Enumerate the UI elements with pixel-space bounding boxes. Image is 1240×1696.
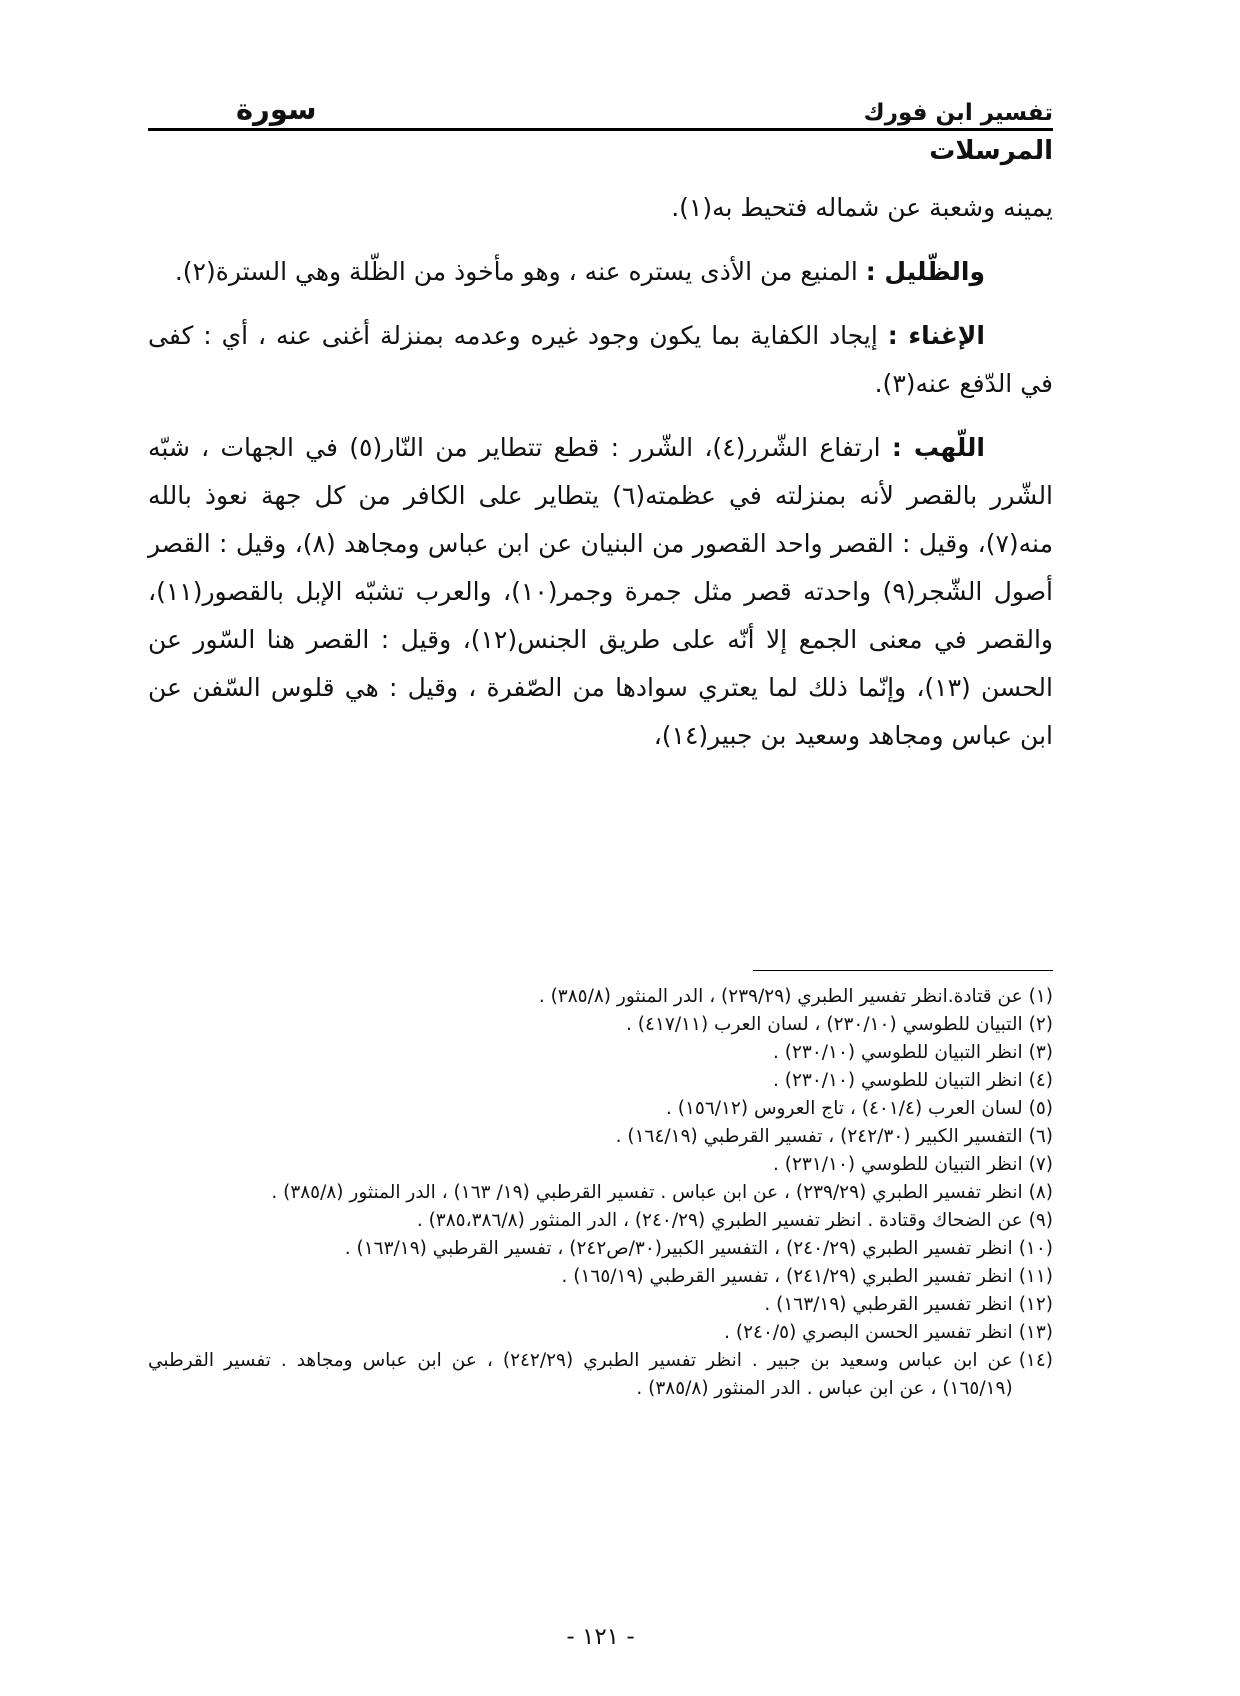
entry-term: والظّليل : bbox=[865, 257, 985, 286]
footnote bbox=[148, 1123, 1053, 1151]
entry-paragraph bbox=[148, 312, 1053, 408]
footnote-number: (٩) bbox=[1028, 1210, 1053, 1231]
page bbox=[148, 0, 1053, 1696]
footnote bbox=[148, 1291, 1053, 1319]
entry-text: ارتفاع الشّرر(٤)، الشّرر : قطع تتطاير من النّار(٥) في الجهات ، شبّه الشّرر بالقصر لأنه بمنزلته في عظمته(٦) يتطاير على الكافر من كل جهة نعوذ بالله منه(٧)، وقيل : القصر واحد القصور من البنيان عن ابن عباس ومجاهد (٨)، وقيل : القصر أصول الشّجر(٩) واحدته قصر مثل جمرة وجمر(١٠)، والعرب تشبّه الإبل بالقصور(١١)، والقصر في معنى الجمع إلا أنّه على طريق الجنس(١٢)، وقيل : القصر هنا السّور عن الحسن (١٣)، وإنّما ذلك لما يعتري سوادها من الصّفرة ، وقيل : هي قلوس السّفن عن ابن عباس ومجاهد وسعيد بن جبير(١٤)، bbox=[148, 433, 1054, 750]
footnote bbox=[148, 1235, 1053, 1263]
footnote-text: لسان العرب (٤٠١/٤) ، تاج العروس (١٥٦/١٢) . bbox=[665, 1098, 1023, 1119]
footnote-text: التبيان للطوسي (٢٣٠/١٠) ، لسان العرب (٤١٧/١١) . bbox=[626, 1014, 1023, 1035]
footnote bbox=[148, 1067, 1053, 1095]
footnote-number: (١) bbox=[1028, 986, 1053, 1007]
entry-text: المنيع من الأذى يستره عنه ، وهو مأخوذ من الظّلة وهي السترة(٢). bbox=[174, 257, 866, 286]
footnote-number: (١٠) bbox=[1018, 1238, 1053, 1259]
footnote bbox=[148, 1011, 1053, 1039]
entry-paragraph bbox=[148, 424, 1053, 760]
entry-paragraph bbox=[148, 248, 1053, 296]
footnote bbox=[148, 1207, 1053, 1235]
surah-label: سورة bbox=[236, 92, 317, 126]
footnote bbox=[148, 1263, 1053, 1291]
footnote-number: (٢) bbox=[1028, 1014, 1053, 1035]
footnote-number: (١٤) bbox=[1018, 1350, 1053, 1371]
footnote-text: انظر تفسير القرطبي (١٦٣/١٩) . bbox=[764, 1294, 1013, 1315]
footnote-text: انظر التبيان للطوسي (٢٣١/١٠) . bbox=[773, 1154, 1023, 1175]
intro-line: يمينه وشعبة عن شماله فتحيط به(١). bbox=[671, 193, 1053, 222]
footnote-text: انظر تفسير الطبري (٢٣٩/٢٩) ، عن ابن عباس . تفسير القرطبي (١٩/ ١٦٣) ، الدر المنثور (٣٨٥/٨) . bbox=[271, 1182, 1023, 1203]
page-number: - ١٢١ - bbox=[566, 1624, 635, 1650]
footnote bbox=[148, 1095, 1053, 1123]
footnote-number: (٦) bbox=[1028, 1126, 1053, 1147]
footnote-text: انظر تفسير الحسن البصري (٢٤٠/٥) . bbox=[724, 1322, 1013, 1343]
footnote-text: عن الضحاك وقتادة . انظر تفسير الطبري (٢٤٠/٢٩) ، الدر المنثور (٣٨٥،٣٨٦/٨) . bbox=[416, 1210, 1023, 1231]
footnote-text: التفسير الكبير (٢٤٢/٣٠) ، تفسير القرطبي (١٦٤/١٩) . bbox=[615, 1126, 1023, 1147]
footnote-number: (٣) bbox=[1028, 1042, 1053, 1063]
footnote-separator bbox=[753, 970, 1053, 971]
footnote-number: (٥) bbox=[1028, 1098, 1053, 1119]
footnote-number: (١٢) bbox=[1018, 1294, 1053, 1315]
entry-text: إيجاد الكفاية بما يكون وجود غيره وعدمه بمنزلة أغنى عنه ، أي : كفى في الدّفع عنه(٣). bbox=[148, 321, 1053, 398]
book-title: تفسير ابن فورك bbox=[863, 100, 1053, 126]
footnote-text: انظر تفسير الطبري (٢٤٠/٢٩) ، التفسير الكبير(٣٠/ص٢٤٢) ، تفسير القرطبي (١٦٣/١٩) . bbox=[344, 1238, 1013, 1259]
entry-term: اللّهب : bbox=[891, 433, 985, 462]
footnote bbox=[148, 1179, 1053, 1207]
running-header bbox=[148, 86, 1053, 126]
footnote bbox=[148, 1347, 1053, 1403]
footnote bbox=[148, 983, 1053, 1011]
footnote bbox=[148, 1151, 1053, 1179]
footnote-number: (٧) bbox=[1028, 1154, 1053, 1175]
entry-term: الإغناء : bbox=[887, 321, 985, 350]
footnote-text: عن قتادة.انظر تفسير الطبري (٢٣٩/٢٩) ، الدر المنثور (٣٨٥/٨) . bbox=[538, 986, 1023, 1007]
footnote bbox=[148, 1039, 1053, 1067]
footnote-text: عن ابن عباس وسعيد بن جبير . انظر تفسير الطبري (٢٤٢/٢٩) ، عن ابن عباس ومجاهد . تفسير القرطبي (١٦٥/١٩) ، عن ابن عباس . الدر المنثور (٣٨٥/٨) . bbox=[148, 1350, 1013, 1399]
footnote-text: انظر تفسير الطبري (٢٤١/٢٩) ، تفسير القرطبي (١٦٥/١٩) . bbox=[561, 1266, 1013, 1287]
surah-name: المرسلات bbox=[929, 136, 1053, 166]
header-rule bbox=[148, 128, 1053, 131]
footnotes bbox=[148, 983, 1053, 1403]
main-text bbox=[148, 184, 1053, 776]
footnote bbox=[148, 1319, 1053, 1347]
footnote-number: (٨) bbox=[1028, 1182, 1053, 1203]
footnote-number: (٤) bbox=[1028, 1070, 1053, 1091]
footnote-text: انظر التبيان للطوسي (٢٣٠/١٠) . bbox=[773, 1042, 1023, 1063]
footnote-number: (١٣) bbox=[1018, 1322, 1053, 1343]
footnote-number: (١١) bbox=[1018, 1266, 1053, 1287]
footnote-text: انظر التبيان للطوسي (٢٣٠/١٠) . bbox=[773, 1070, 1023, 1091]
